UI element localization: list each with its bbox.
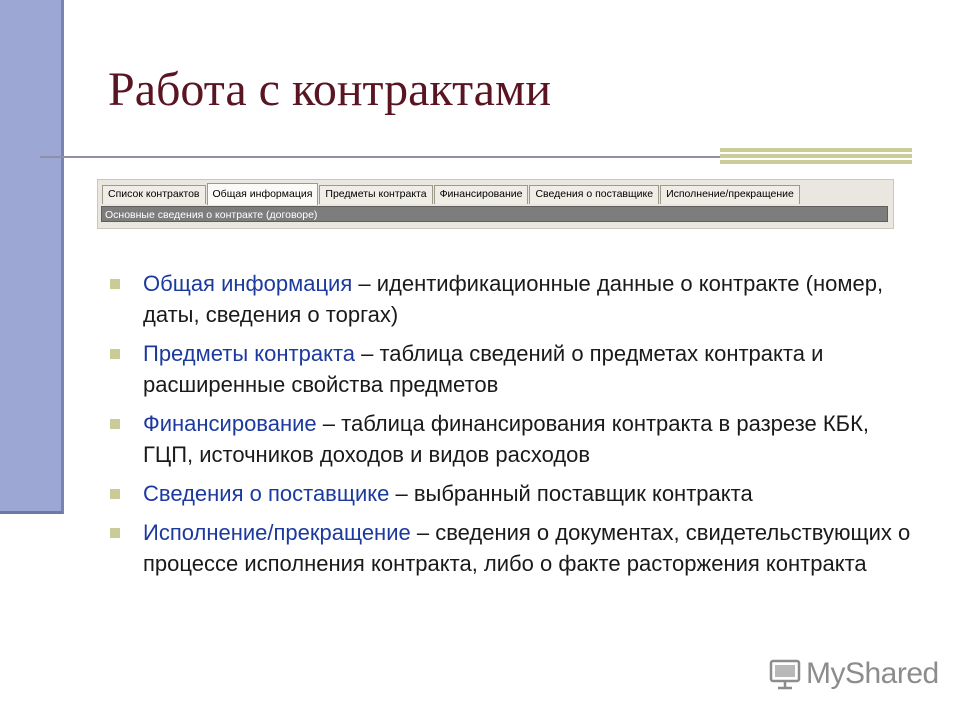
tab-financing[interactable]: Финансирование — [434, 185, 529, 204]
tab-general-info[interactable]: Общая информация — [207, 183, 319, 205]
tab-contract-list[interactable]: Список контрактов — [102, 185, 206, 204]
bullet-square-icon — [110, 528, 120, 538]
bullet-square-icon — [110, 349, 120, 359]
list-item — [104, 517, 914, 579]
bullet-text: – идентификационные данные о контракте (номер, даты, сведения о торгах) — [143, 271, 884, 327]
bullet-list — [104, 268, 914, 587]
bullet-term: Предметы контракта — [143, 341, 356, 366]
list-item — [104, 408, 914, 470]
bullet-text: – сведения о документах, свидетельствующих о процессе исполнения контракта, либо о факте расторжения контракта — [143, 520, 911, 576]
tab-strip — [102, 184, 801, 204]
bullet-term: Сведения о поставщике — [143, 481, 390, 506]
title-divider-accent — [720, 148, 912, 166]
list-item — [104, 268, 914, 330]
title-divider — [40, 156, 720, 158]
bullet-text: – таблица финансирования контракта в разрезе КБК, ГЦП, источников доходов и видов расходов — [143, 411, 870, 467]
presentation-board-icon — [768, 657, 802, 691]
bullet-term: Общая информация — [143, 271, 353, 296]
section-header-bar[interactable]: Основные сведения о контракте (договоре) — [101, 206, 888, 222]
left-accent-bar — [0, 0, 64, 514]
bullet-term: Финансирование — [143, 411, 317, 436]
tab-contract-items[interactable]: Предметы контракта — [319, 185, 432, 204]
tab-execution-termination[interactable]: Исполнение/прекращение — [660, 185, 800, 204]
bullet-text: – таблица сведений о предметах контракта и расширенные свойства предметов — [143, 341, 824, 397]
bullet-square-icon — [110, 419, 120, 429]
bullet-term: Исполнение/прекращение — [143, 520, 411, 545]
list-item — [104, 478, 914, 509]
watermark-logo — [768, 654, 939, 694]
page-title: Работа с контрактами — [108, 63, 552, 116]
tab-supplier-info[interactable]: Сведения о поставщике — [529, 185, 659, 204]
list-item — [104, 338, 914, 400]
app-screenshot — [97, 179, 894, 229]
bullet-square-icon — [110, 279, 120, 289]
watermark-text: MyShared — [806, 657, 939, 690]
bullet-square-icon — [110, 489, 120, 499]
bullet-text: – выбранный поставщик контракта — [389, 481, 753, 506]
